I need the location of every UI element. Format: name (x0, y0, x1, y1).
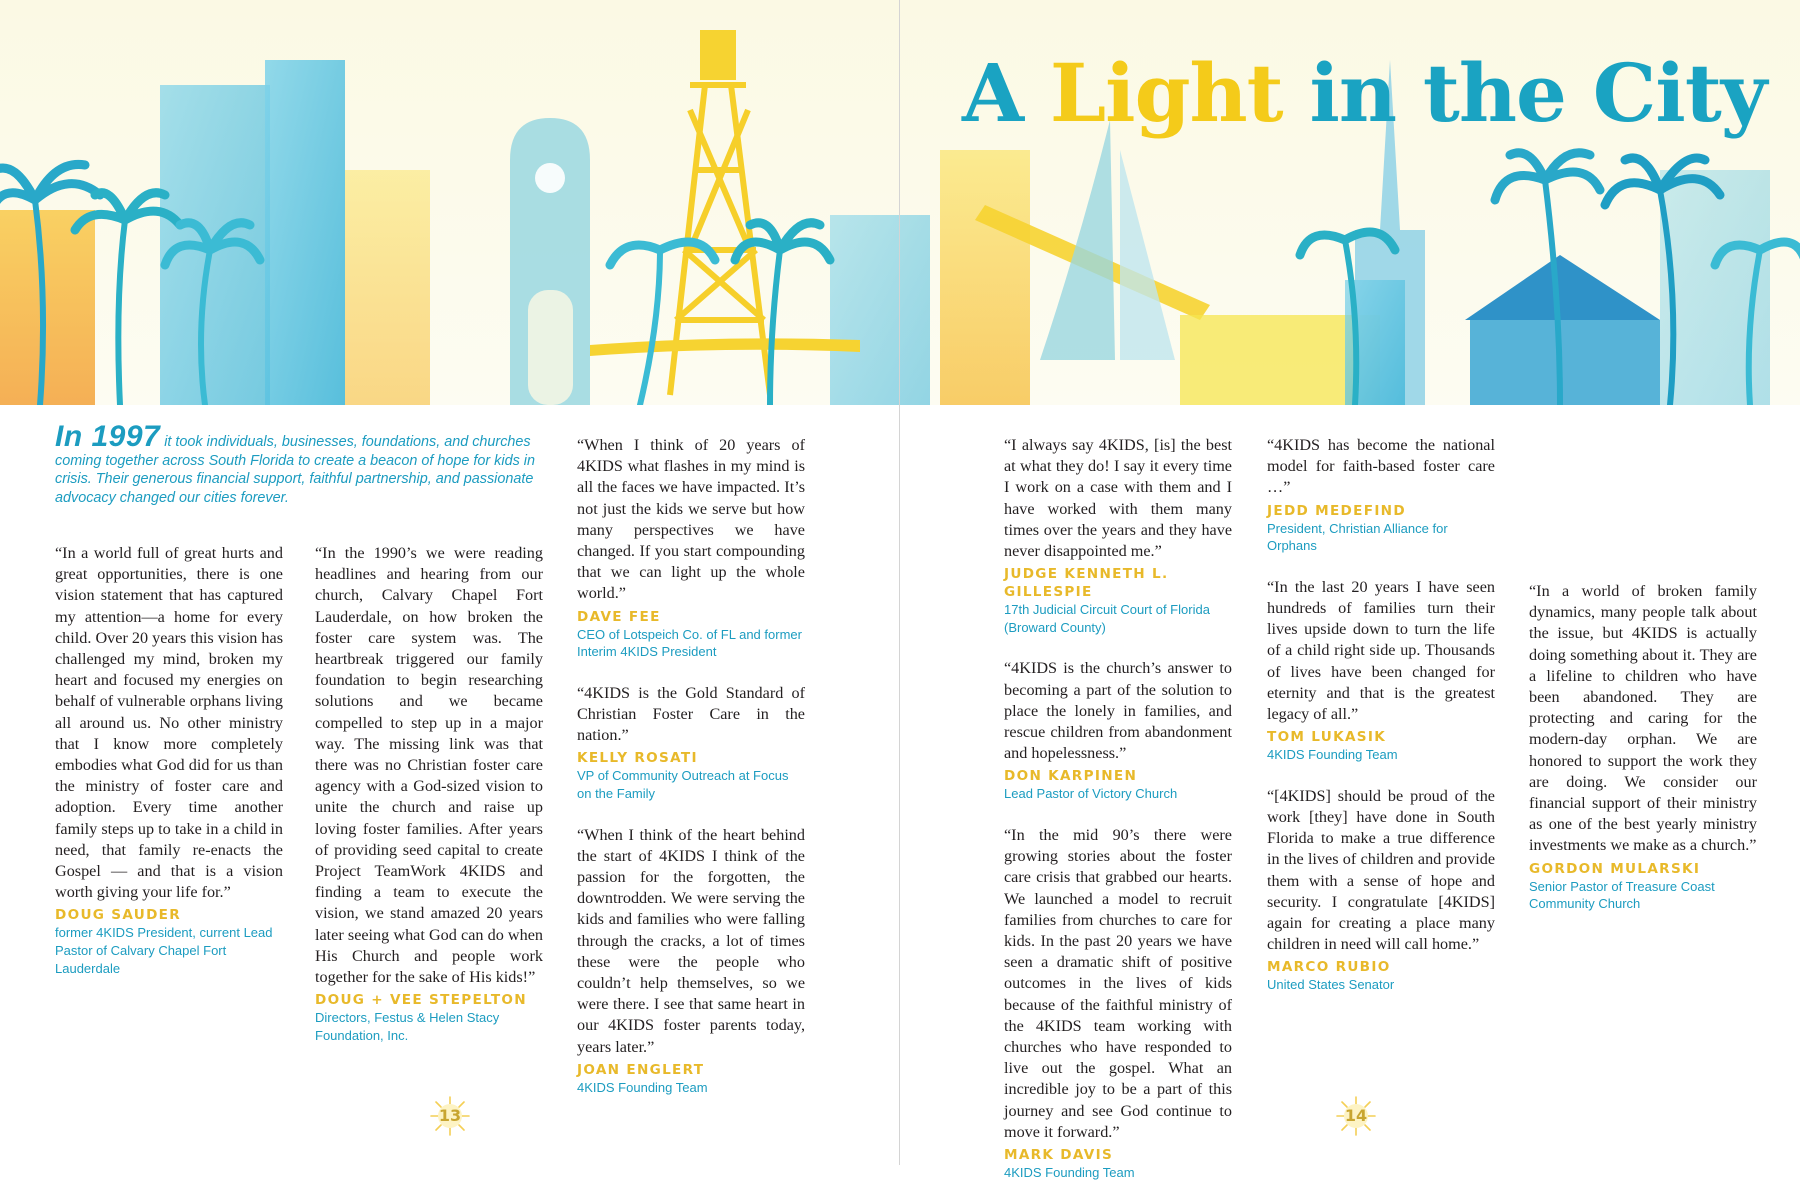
building-orange-left (0, 210, 95, 405)
building-yellow-2 (940, 150, 1030, 405)
quote-author: MARCO RUBIO (1267, 959, 1391, 976)
quote-author: DOUG SAUDER (55, 907, 182, 924)
quote-author: JOAN ENGLERT (577, 1061, 705, 1078)
page-number-right (1336, 1096, 1376, 1136)
column-2 (315, 543, 543, 1044)
title-word-light: Light (1049, 46, 1283, 140)
quote-text: “In a world full of great hurts and great opportunities, there is one vision statement that has captured my attention—a home for every child. Over 20 years this vision has challenged my mind, broken my heart and focused my energies on behalf of vulnerable orphans living all around us. No other ministry that I know more completely embodies what God did for us than the ministry of foster care and adoption. Every time another family steps up to take in a child in need, that family re-enacts the Gospel — and that is a vision worth giving your life for.” (55, 544, 283, 902)
column-6 (1529, 581, 1757, 913)
quote-author: JUDGE KENNETH L. GILLESPIE (1004, 566, 1169, 601)
building-teal-center (830, 215, 930, 405)
quote-text: “I always say 4KIDS, [is] the best at what they do! I say it every time I work on a case with them and I have worked with them many times over the years and they have never disappointed me.” (1004, 436, 1232, 561)
quote-role: 4KIDS Founding Team (1004, 1165, 1135, 1181)
column-4 (1004, 435, 1232, 1182)
quote-role: Directors, Festus & Helen Stacy Foundation, Inc. (315, 1010, 500, 1043)
quote-role: 4KIDS Founding Team (1267, 747, 1398, 763)
skyline-base (0, 405, 1800, 412)
quote-role: Lead Pastor of Victory Church (1004, 786, 1178, 802)
quote-role: CEO of Lotspeich Co. of FL and former Interim 4KIDS President (577, 626, 802, 660)
quote-text: “4KIDS is the Gold Standard of Christian Foster Care in the nation.” (577, 683, 805, 745)
column-1 (55, 543, 283, 977)
clock-icon (535, 163, 565, 193)
quote-author: JEDD MEDEFIND (1267, 502, 1406, 519)
building-yellow-1 (345, 170, 430, 405)
title-word-rest: in the City (1282, 46, 1767, 140)
page-title (0, 38, 1800, 148)
quote-text: “In the 1990’s we were reading headlines and hearing from our church, Calvary Chapel Fort Lauderdale, on how broken the foster care system was. The heartbreak triggered our family foundation to begin researching solutions and we became compelled to step up in a major way. The missing link was that there was no Christian foster care agency with a God-sized vision to unite the church and raise up loving foster families. After years of providing seed capital to create Project TeamWork 4KIDS and finding a team to execute the vision, we stand amazed 20 years later seeing what God can do when His Church and people work together for the sake of His kids!” (315, 544, 543, 987)
quote-role: President, Christian Alliance for Orphans (1267, 520, 1448, 554)
intro-text: it took individuals, businesses, foundations, and churches coming together across South Florida to create a beacon of hope for kids in crisis. Their generous financial support, faithful partnership, and passionate advocacy changed our cities forever. (55, 434, 535, 506)
clock-tower-arch (528, 290, 573, 405)
page-number-left (430, 1096, 470, 1136)
quote-text: “In the last 20 years I have seen hundreds of families turn their lives upside down to turn the life of a child right side up. Thousands of lives have been changed for eternity and that is the greatest legacy of all.” (1267, 577, 1495, 724)
quote-text: “In the mid 90’s there were growing stories about the foster care crisis that grabbed our hearts. We launched a model to recruit families from churches to care for kids. In the past 20 years we have seen a dramatic shift of positive outcomes in the lives of kids because of the faithful ministry of the 4KIDS team working with churches who have responded to live out the gospel. What an incredible joy to be a part of this journey and see God continue to move it forward.” (1004, 826, 1232, 1141)
column-5 (1267, 435, 1495, 994)
page-number-text: 14 (1344, 1106, 1368, 1125)
quote-author: DOUG + VEE STEPELTON (315, 992, 527, 1009)
quote-author: DAVE FEE (577, 608, 661, 625)
quote-role: former 4KIDS President, current Lead Pastor of Calvary Chapel Fort Lauderdale (55, 925, 273, 976)
page-spine (899, 0, 900, 1165)
quote-text: “4KIDS has become the national model for faith-based foster care …” (1267, 436, 1495, 497)
quote-author: TOM LUKASIK (1267, 729, 1387, 746)
intro-lead: In 1997 (55, 420, 161, 453)
quote-role: 4KIDS Founding Team (577, 1079, 708, 1095)
stilt-house (1470, 320, 1660, 405)
quote-text: “When I think of the heart behind the start of 4KIDS I think of the passion for the forgotten, the downtrodden. We were serving the kids and families who were falling through the cracks, a lot of times these were the people who couldn’t help themselves, so we were there. I see that same heart in our 4KIDS foster parents today, years later.” (577, 825, 805, 1056)
quote-text: “When I think of 20 years of 4KIDS what flashes in my mind is all the faces we have impacted. It’s not just the kids we serve but how many perspectives we have changed. If you start compounding that we can light up the whole world.” (577, 436, 805, 603)
quote-role: Senior Pastor of Treasure Coast Community Church (1529, 878, 1715, 912)
title-word-a: A (962, 46, 1050, 140)
quote-text: “4KIDS is the church’s answer to becoming a part of the solution to place the lonely in families, and rescue children from abandonment and hopelessness.” (1004, 659, 1232, 763)
quote-role: 17th Judicial Circuit Court of Florida (Broward County) (1004, 602, 1210, 635)
quote-role: United States Senator (1267, 977, 1395, 993)
page-number-text: 13 (438, 1106, 462, 1125)
column-3 (577, 435, 805, 1096)
quote-author: KELLY ROSATI (577, 750, 698, 767)
intro-paragraph (55, 420, 549, 507)
quote-author: GORDON MULARSKI (1529, 860, 1701, 877)
quote-author: DON KARPINEN (1004, 768, 1138, 785)
quote-text: “In a world of broken family dynamics, many people talk about the issue, but 4KIDS is actually doing something about it. They are a lifeline to children who have been abandoned. They are protecting and caring for the modern-day orphan. We are honored to support the work they are doing. We consider our financial support of their ministry as one of the best yearly ministry investments we make as a church.” (1529, 582, 1757, 855)
quote-text: “[4KIDS] should be proud of the work [they] have done in South Florida to make a true difference in the lives of children and provide them with a sense of hope and security. I congratulate [4KIDS] again for creating a place many children in need will call home.” (1267, 786, 1495, 954)
quote-role: VP of Community Outreach at Focus on the Family (577, 768, 789, 802)
quote-author: MARK DAVIS (1004, 1147, 1114, 1164)
